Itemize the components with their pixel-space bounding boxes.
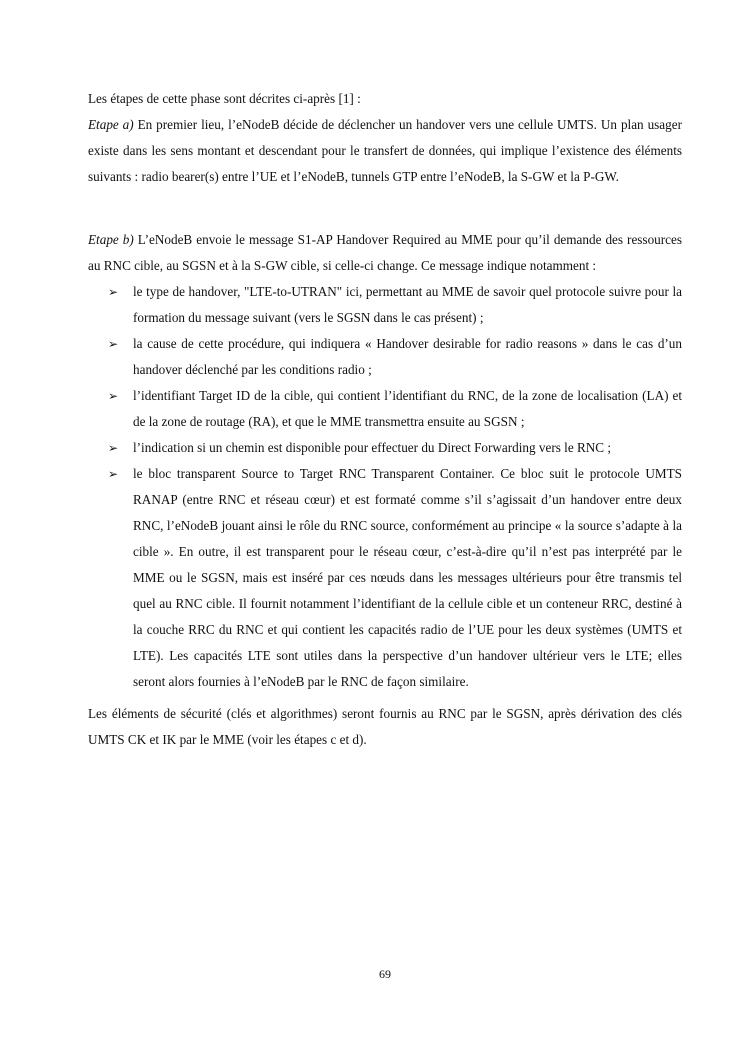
message-contents-list xyxy=(88,279,682,695)
closing-paragraph: Les éléments de sécurité (clés et algorithmes) seront fournis au RNC par le SGSN, après dérivation des clés UMTS CK et IK par le MME (voir les étapes c et d). xyxy=(88,706,682,747)
right-arrowhead-icon: ➢ xyxy=(108,441,119,455)
list-item-text: la cause de cette procédure, qui indiquera « Handover desirable for radio reasons » dans le cas d’un handover déclenché par les conditions radio ; xyxy=(133,336,682,377)
paragraph-gap xyxy=(88,190,682,227)
list-item-text: le bloc transparent Source to Target RNC Transparent Container. Ce bloc suit le protocole UMTS RANAP (entre RNC et réseau cœur) et est formaté comme s’il s’agissait d’un handover entre deux RNC, l’eNodeB jouant ainsi le rôle du RNC source, conformément au principe « la source s’adapte à la cible ». En outre, il est transparent pour le réseau cœur, c’est-à-dire qu’il n’est pas interprété par le MME ou le SGSN, mais est inséré par ces nœuds dans les messages ultérieurs pour être transmis tel quel au RNC cible. Il fournit notamment l’identifiant de la cellule cible et un conteneur RRC, destiné à la couche RRC du RNC et qui contient les capacités radio de l’UE pour les deux systèmes (UMTS et LTE). Les capacités LTE sont utiles dans la perspective d’un handover ultérieur vers le LTE; elles seront alors fournies à l’eNodeB par le RNC de façon similaire. xyxy=(133,466,682,689)
right-arrowhead-icon: ➢ xyxy=(108,337,119,351)
list-item-text: l’identifiant Target ID de la cible, qui contient l’identifiant du RNC, de la zone de localisation (LA) et de la zone de routage (RA), et que le MME transmettra ensuite au SGSN ; xyxy=(133,388,682,429)
list-item-text: le type de handover, "LTE-to-UTRAN" ici, permettant au MME de savoir quel protocole suivre pour la formation du message suivant (vers le SGSN dans le cas présent) ; xyxy=(133,284,682,325)
right-arrowhead-icon: ➢ xyxy=(108,285,119,299)
right-arrowhead-icon: ➢ xyxy=(108,389,119,403)
list-item xyxy=(108,435,682,461)
list-item xyxy=(108,279,682,331)
intro-paragraph: Les étapes de cette phase sont décrites ci-après [1] : xyxy=(88,91,361,106)
step-a-label: Etape a) xyxy=(88,117,134,132)
right-arrowhead-icon: ➢ xyxy=(108,467,119,481)
list-item xyxy=(108,383,682,435)
list-item xyxy=(108,331,682,383)
page-number: 69 xyxy=(379,967,391,981)
list-item xyxy=(108,461,682,695)
step-b-label: Etape b) xyxy=(88,232,134,247)
list-item-text: l’indication si un chemin est disponible pour effectuer du Direct Forwarding vers le RNC ; xyxy=(133,440,612,455)
step-b-paragraph xyxy=(88,227,682,279)
step-a-paragraph xyxy=(88,112,682,190)
step-b-text: L’eNodeB envoie le message S1-AP Handover Required au MME pour qu’il demande des ressources au RNC cible, au SGSN et à la S-GW cible, si celle-ci change. Ce message indique notamment : xyxy=(88,232,682,273)
document-page xyxy=(88,86,682,753)
step-a-text: En premier lieu, l’eNodeB décide de déclencher un handover vers une cellule UMTS. Un plan usager existe dans les sens montant et descendant pour le transfert de données, qui implique l’existence des éléments suivants : radio bearer(s) entre l’UE et l’eNodeB, tunnels GTP entre l’eNodeB, la S-GW et la P-GW. xyxy=(88,117,682,184)
